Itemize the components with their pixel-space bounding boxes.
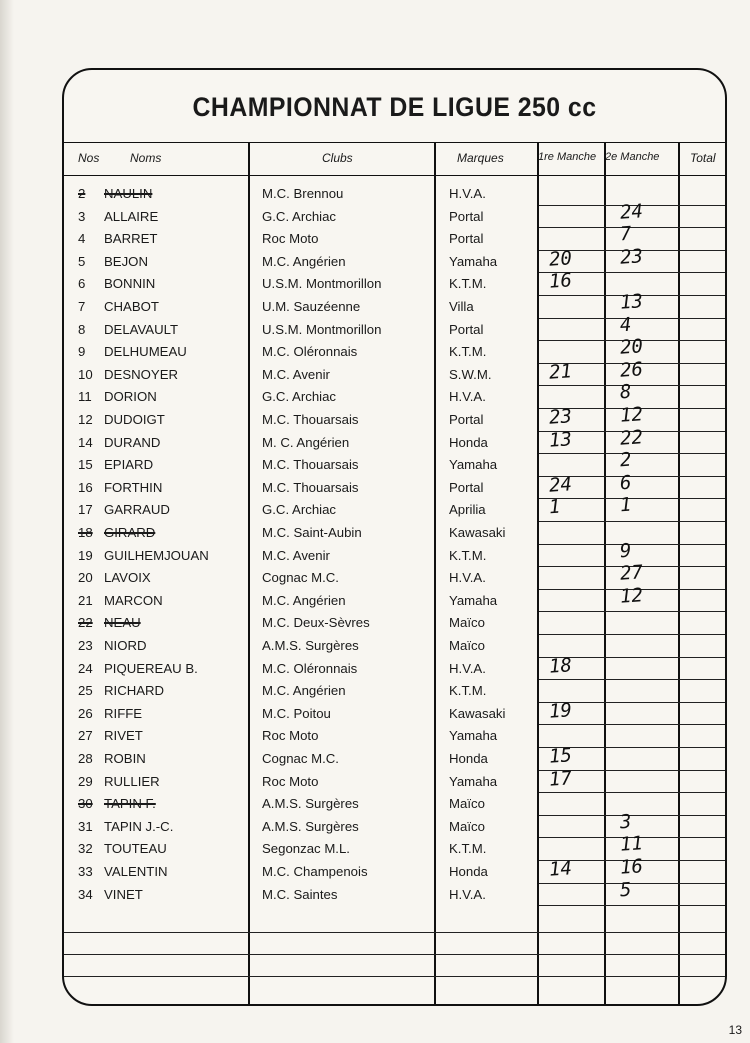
rider-brand: Maïco [449, 615, 485, 631]
manche-2-score: 11 [619, 832, 644, 857]
rider-name: CHABOT [104, 299, 159, 314]
rider-club: M.C. Oléronnais [262, 660, 358, 676]
rider-club: G.C. Archiac [262, 502, 337, 518]
rider-number: 31 [78, 818, 93, 834]
rider-club: G.C. Archiac [262, 208, 337, 224]
page-number: 13 [728, 1023, 742, 1037]
manche-1-score: 15 [548, 744, 573, 768]
rider-brand: H.V.A. [449, 660, 486, 676]
rider-brand: Kawasaki [449, 525, 506, 540]
rider-number: 22 [78, 615, 93, 631]
rider-club: Roc Moto [262, 231, 319, 247]
footer-rule [64, 954, 725, 955]
rider-brand: H.V.A. [449, 186, 486, 201]
manche-2-score: 16 [619, 855, 644, 879]
header-clubs: Clubs [322, 151, 353, 165]
manche-2-score: 24 [619, 199, 644, 224]
rider-name: ALLAIRE [104, 208, 159, 224]
rider-name: BEJON [104, 253, 148, 269]
table-row [64, 494, 725, 521]
manche-1-score: 20 [548, 247, 573, 271]
rider-club: M.C. Avenir [262, 366, 330, 382]
rider-brand: Portal [449, 208, 484, 224]
table-row [64, 679, 725, 702]
rider-name: NEAU [104, 615, 141, 631]
rider-name: LAVOIX [104, 570, 151, 586]
manche-1-score: 17 [548, 766, 573, 791]
rider-brand: K.T.M. [449, 276, 487, 292]
manche-2-score: 1 [619, 494, 633, 517]
rider-brand: Villa [449, 299, 474, 314]
rider-club: M.C. Deux-Sèvres [262, 615, 370, 631]
rider-name: VALENTIN [104, 864, 168, 879]
manche-2-score: 2 [619, 448, 633, 472]
rider-brand: Aprilia [449, 502, 486, 518]
header-marques: Marques [457, 151, 504, 165]
header-total: Total [690, 151, 716, 165]
manche-2-score: 12 [619, 584, 644, 608]
manche-1-score: 24 [548, 473, 573, 497]
manche-1-score: 13 [548, 427, 573, 452]
rider-number: 30 [78, 796, 93, 812]
rider-brand: Honda [449, 434, 488, 450]
score-grid-line [539, 792, 727, 816]
rider-name: GARRAUD [104, 502, 170, 518]
rider-club: G.C. Archiac [262, 389, 337, 405]
rider-name: GUILHEMJOUAN [104, 547, 209, 563]
rider-club: Segonzac M.L. [262, 841, 350, 857]
manche-2-score: 5 [619, 878, 633, 901]
rider-number: 21 [78, 592, 93, 608]
rider-club: M.C. Saint-Aubin [262, 525, 362, 540]
rider-name: RICHARD [104, 683, 165, 699]
score-grid-line [539, 611, 727, 635]
rider-number: 34 [78, 886, 93, 902]
rider-name: DORION [104, 389, 157, 405]
footer-rule [64, 932, 725, 933]
rider-number: 28 [78, 751, 93, 766]
manche-1-score: 16 [548, 269, 573, 294]
table-row [64, 245, 725, 273]
score-grid-line [539, 883, 727, 907]
rider-club: A.M.S. Surgères [262, 796, 359, 812]
manche-2-score: 8 [619, 381, 633, 404]
rider-number: 8 [78, 321, 86, 337]
rider-name: TAPIN J.-C. [104, 818, 174, 834]
rider-name: EPIARD [104, 457, 154, 473]
rider-club: M.C. Brennou [262, 186, 344, 201]
rider-brand: K.T.M. [449, 683, 487, 699]
rider-name: RULLIER [104, 773, 160, 789]
rider-club: A.M.S. Surgères [262, 638, 359, 653]
rider-brand: S.W.M. [449, 366, 492, 382]
rider-brand: Maïco [449, 796, 485, 812]
rider-club: M.C. Poitou [262, 705, 331, 721]
rider-number: 15 [78, 457, 93, 473]
rider-name: BARRET [104, 231, 158, 247]
manche-2-score: 22 [619, 425, 644, 450]
manche-1-score: 18 [548, 653, 573, 678]
rider-brand: H.V.A. [449, 570, 486, 586]
rider-club: M.C. Avenir [262, 547, 330, 563]
table-row [64, 766, 725, 793]
rider-club: M.C. Thouarsais [262, 412, 359, 427]
rider-name: NAULIN [104, 186, 153, 201]
rider-number: 7 [78, 299, 86, 314]
rider-brand: Portal [449, 479, 484, 495]
rider-number: 23 [78, 638, 93, 653]
rider-name: DURAND [104, 434, 161, 450]
manche-2-score: 12 [619, 403, 644, 427]
manche-2-score: 4 [619, 313, 633, 336]
rider-brand: Yamaha [449, 253, 498, 269]
manche-1-score: 21 [548, 360, 573, 384]
rider-name: DELAVAULT [104, 321, 179, 337]
table-row [64, 653, 725, 680]
header-noms: Noms [130, 151, 162, 165]
manche-2-score: 3 [619, 810, 633, 834]
rider-brand: Maïco [449, 638, 485, 653]
rider-club: M.C. Angérien [262, 683, 346, 699]
rider-club: M.C. Angérien [262, 592, 346, 608]
score-grid-line [539, 498, 727, 522]
rider-brand: Kawasaki [449, 705, 506, 721]
rider-number: 14 [78, 434, 93, 450]
rider-number: 4 [78, 231, 86, 247]
table-row [64, 724, 725, 747]
table-row [64, 611, 725, 634]
rider-number: 6 [78, 276, 86, 292]
rider-number: 20 [78, 570, 93, 586]
manche-2-score: 23 [619, 245, 644, 269]
rider-number: 9 [78, 344, 86, 360]
rider-number: 32 [78, 841, 93, 857]
rider-brand: K.T.M. [449, 841, 487, 857]
rider-club: Roc Moto [262, 773, 319, 789]
rider-number: 19 [78, 547, 93, 563]
header-manche-1: 1re Manche [538, 151, 597, 163]
rider-name: MARCON [104, 592, 163, 608]
manche-1-score: 19 [548, 699, 573, 723]
header-nos: Nos [78, 151, 100, 165]
results-table-frame [62, 68, 727, 1006]
rider-club: M.C. Champenois [262, 864, 368, 879]
rider-brand: Yamaha [449, 728, 498, 744]
rider-name: RIFFE [104, 705, 143, 721]
rider-club: M.C. Thouarsais [262, 457, 359, 473]
footer-rule [64, 976, 725, 977]
rider-brand: Portal [449, 412, 484, 427]
rider-number: 11 [78, 389, 92, 405]
manche-2-score: 9 [619, 539, 633, 562]
rider-club: U.S.M. Montmorillon [262, 321, 382, 337]
rider-number: 29 [78, 773, 93, 789]
rider-brand: Yamaha [449, 592, 498, 608]
manche-2-score: 26 [619, 358, 644, 382]
rider-club: M. C. Angérien [262, 434, 350, 450]
rider-name: NIORD [104, 638, 147, 653]
rider-number: 18 [78, 525, 93, 540]
rider-name: GIRARD [104, 525, 156, 540]
rider-club: M.C. Angérien [262, 253, 346, 269]
score-grid-line [539, 521, 727, 545]
rider-club: M.C. Thouarsais [262, 479, 359, 495]
paper-edge [0, 0, 14, 1043]
rider-club: U.S.M. Montmorillon [262, 276, 382, 292]
rider-number: 2 [78, 186, 86, 201]
rider-name: TAPIN F. [104, 796, 156, 812]
rider-name: DESNOYER [104, 366, 179, 382]
rider-number: 25 [78, 683, 93, 699]
table-row [64, 744, 725, 770]
table-row [64, 699, 725, 725]
manche-2-score: 27 [619, 561, 644, 585]
rider-number: 33 [78, 864, 93, 879]
rider-number: 24 [78, 660, 93, 676]
rider-number: 16 [78, 479, 93, 495]
rider-name: DUDOIGT [104, 412, 165, 427]
rider-name: FORTHIN [104, 479, 163, 495]
rider-number: 27 [78, 728, 93, 744]
manche-2-score: 7 [619, 222, 633, 246]
rider-number: 26 [78, 705, 93, 721]
manche-2-score: 13 [619, 290, 644, 314]
manche-2-score: 20 [619, 335, 644, 359]
table-header [64, 142, 725, 176]
page-title: CHAMPIONNAT DE LIGUE 250 cc [192, 92, 597, 122]
rider-brand: H.V.A. [449, 389, 486, 405]
rider-club: M.C. Saintes [262, 886, 338, 902]
rider-brand: K.T.M. [449, 344, 487, 360]
rider-brand: Portal [449, 321, 484, 337]
rider-club: Cognac M.C. [262, 570, 339, 586]
manche-1-score: 23 [548, 405, 573, 429]
table-row [64, 634, 725, 657]
rider-name: ROBIN [104, 751, 146, 766]
rider-club: U.M. Sauzéenne [262, 299, 361, 314]
rider-name: VINET [104, 886, 143, 902]
rider-brand: Honda [449, 864, 488, 879]
rider-name: RIVET [104, 728, 143, 744]
rider-brand: Honda [449, 751, 488, 766]
rider-number: 3 [78, 208, 86, 224]
rider-brand: H.V.A. [449, 886, 486, 902]
rider-number: 5 [78, 253, 86, 269]
rider-brand: K.T.M. [449, 547, 487, 563]
rider-number: 12 [78, 412, 93, 427]
rider-club: Cognac M.C. [262, 751, 339, 766]
rider-brand: Yamaha [449, 773, 498, 789]
rider-number: 17 [78, 502, 93, 518]
rider-number: 10 [78, 366, 93, 382]
rider-club: A.M.S. Surgères [262, 818, 359, 834]
rider-club: Roc Moto [262, 728, 319, 744]
manche-1-score: 1 [548, 496, 562, 519]
rider-brand: Portal [449, 231, 484, 247]
manche-1-score: 14 [548, 857, 573, 881]
rider-brand: Maïco [449, 818, 485, 834]
rider-name: BONNIN [104, 276, 156, 292]
table-row [64, 584, 725, 612]
rider-name: TOUTEAU [104, 841, 167, 857]
rider-name: DELHUMEAU [104, 344, 187, 360]
header-manche-2: 2e Manche [605, 151, 660, 163]
rider-brand: Yamaha [449, 457, 498, 473]
rider-name: PIQUEREAU B. [104, 660, 198, 676]
rider-club: M.C. Oléronnais [262, 344, 358, 360]
table-row [64, 878, 725, 906]
manche-2-score: 6 [619, 471, 633, 495]
